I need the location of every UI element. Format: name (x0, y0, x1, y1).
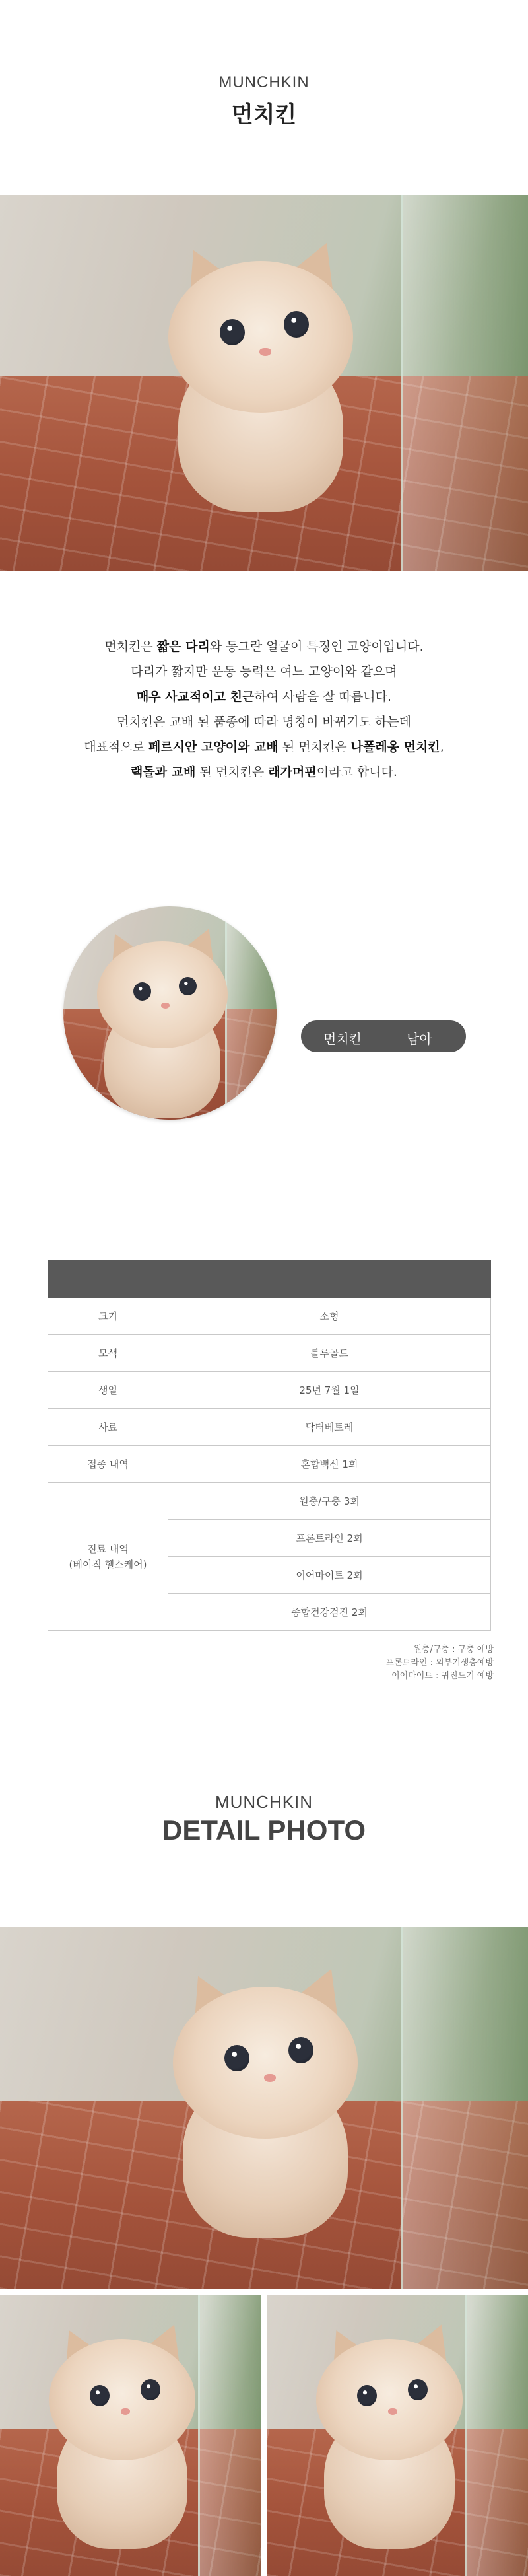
description-text: 와 동그란 얼굴이 특징인 고양이입니다. (209, 639, 424, 654)
row-label: 접종 내역 (48, 1446, 168, 1483)
hero-photo (0, 195, 528, 571)
row-label: 생일 (48, 1372, 168, 1409)
kitten-photo-icon (83, 923, 242, 1120)
description-text: 대표적으로 (84, 740, 148, 754)
care-value: 원충/구충 3회 (168, 1483, 491, 1520)
table-header-cell (48, 1261, 168, 1298)
row-value: 혼합백신 1회 (168, 1446, 491, 1483)
description-line (0, 760, 528, 785)
kitten-photo-icon (153, 1960, 378, 2251)
care-label-line1: 진료 내역 (87, 1542, 129, 1555)
description-text: 된 먼치킨은 (195, 765, 269, 779)
table-notes (386, 1643, 494, 1683)
description-text: 하여 사람을 잘 따릅니다. (254, 690, 392, 704)
detail-title: DETAIL PHOTO (162, 1814, 366, 1845)
table-row (48, 1298, 491, 1335)
profile-badge (301, 1020, 466, 1052)
description-text: 된 먼치킨은 (278, 740, 351, 754)
description-line (0, 734, 528, 760)
detail-photo-right (267, 2295, 528, 2576)
detail-photo-main (0, 1927, 528, 2289)
row-value: 블루골드 (168, 1335, 491, 1372)
table-header-row (48, 1261, 491, 1298)
header-title-ko: 먼치킨 (231, 102, 297, 128)
care-value: 이어마이트 2회 (168, 1557, 491, 1594)
note-item: 프론트라인 : 외부기생충예방 (385, 1658, 494, 1668)
info-table (48, 1260, 491, 1631)
description-text: 이라고 합니다. (316, 765, 397, 779)
detail-subtitle: MUNCHKIN (214, 1792, 314, 1812)
description-emphasis: 랙돌과 교배 (131, 765, 196, 779)
care-label-line2: (베이직 헬스케어) (69, 1558, 147, 1571)
kitten-photo-icon (300, 2318, 478, 2556)
row-value: 25년 7월 1일 (168, 1372, 491, 1409)
profile-gender: 남아 (407, 1031, 432, 1047)
description-emphasis: 나폴레옹 먼치킨 (350, 740, 440, 754)
description-text: 먼치킨은 교배 된 품종에 따라 명칭이 바뀌기도 하는데 (116, 715, 412, 729)
row-label: 사료 (48, 1409, 168, 1446)
care-value: 프론트라인 2회 (168, 1520, 491, 1557)
description-emphasis: 짧은 다리 (156, 639, 210, 654)
description-line (0, 634, 528, 659)
kitten-photo-icon (148, 234, 373, 525)
table-row (48, 1483, 491, 1520)
description-text: , (440, 740, 444, 754)
table-header-cell (168, 1261, 491, 1298)
description-line (0, 709, 528, 734)
table-row (48, 1409, 491, 1446)
care-label (48, 1483, 168, 1631)
description-emphasis: 매우 사교적이고 친근 (136, 690, 255, 704)
profile-photo (63, 906, 277, 1120)
header-title-en: MUNCHKIN (218, 73, 310, 91)
breed-description (0, 634, 528, 785)
description-text: 먼치킨은 (104, 639, 157, 654)
kitten-photo-icon (33, 2318, 211, 2556)
table-row (48, 1446, 491, 1483)
description-line (0, 684, 528, 709)
care-value: 종합건강검진 2회 (168, 1594, 491, 1631)
table-row (48, 1372, 491, 1409)
row-label: 크기 (48, 1298, 168, 1335)
table-row (48, 1335, 491, 1372)
row-label: 모색 (48, 1335, 168, 1372)
description-emphasis: 래가머핀 (268, 765, 317, 779)
row-value: 닥터베토레 (168, 1409, 491, 1446)
description-emphasis: 페르시안 고양이와 교배 (148, 740, 279, 754)
profile-breed: 먼치킨 (323, 1031, 362, 1047)
detail-photo-left (0, 2295, 261, 2576)
description-line (0, 659, 528, 684)
description-text: 다리가 짧지만 운동 능력은 여느 고양이와 같으며 (131, 664, 397, 679)
note-item: 원충/구충 : 구충 예방 (413, 1645, 494, 1655)
note-item: 이어마이트 : 귀진드기 예방 (391, 1671, 494, 1681)
row-value: 소형 (168, 1298, 491, 1335)
